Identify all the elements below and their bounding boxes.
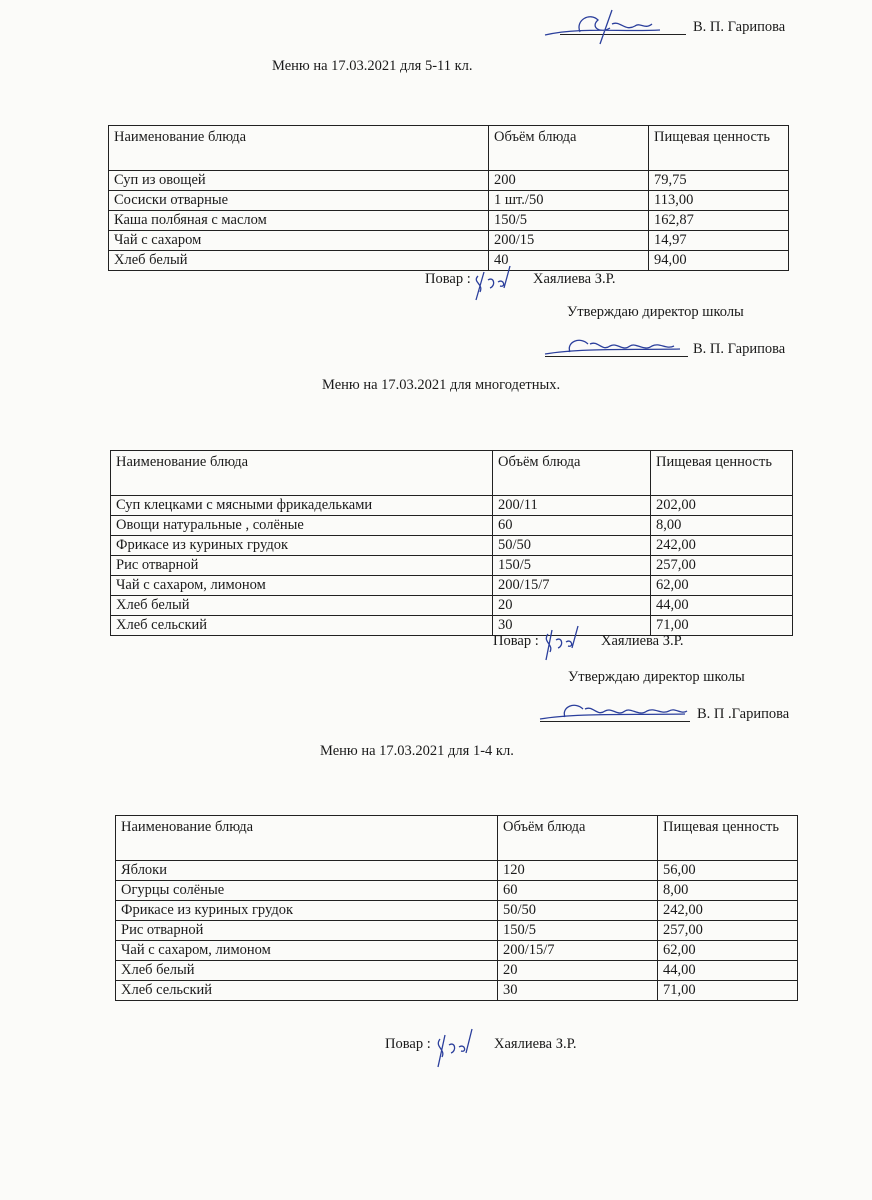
table-row — [111, 556, 793, 576]
dish-name: Хлеб сельский — [116, 981, 498, 1001]
approver-name: В. П. Гарипова — [693, 19, 786, 35]
nutrition-value: 44,00 — [658, 961, 798, 981]
approver-name: В. П. Гарипова — [693, 341, 786, 357]
nutrition-value: 62,00 — [651, 576, 793, 596]
table-row — [111, 596, 793, 616]
header-portion: Объём блюда — [493, 451, 651, 496]
cook-name: Хаялиева З.Р. — [494, 1036, 577, 1052]
dish-name: Чай с сахаром, лимоном — [111, 576, 493, 596]
nutrition-value: 8,00 — [658, 881, 798, 901]
table-row — [116, 941, 798, 961]
nutrition-value: 44,00 — [651, 596, 793, 616]
menu-title: Меню на 17.03.2021 для 1-4 кл. — [320, 743, 514, 759]
table-row — [109, 211, 789, 231]
menu-table — [108, 125, 789, 271]
portion-size: 1 шт./50 — [489, 191, 649, 211]
portion-size: 30 — [493, 616, 651, 636]
cook-signature — [432, 1025, 487, 1070]
dish-name: Хлеб сельский — [111, 616, 493, 636]
portion-size: 200/15/7 — [498, 941, 658, 961]
dish-name: Каша полбяная с маслом — [109, 211, 489, 231]
table-row — [111, 496, 793, 516]
nutrition-value: 56,00 — [658, 861, 798, 881]
cook-label: Повар : — [493, 633, 539, 649]
table-row — [111, 576, 793, 596]
dish-name: Сосиски отварные — [109, 191, 489, 211]
cook-signature — [540, 622, 590, 662]
header-portion: Объём блюда — [498, 816, 658, 861]
dish-name: Чай с сахаром, лимоном — [116, 941, 498, 961]
menu-table — [115, 815, 798, 1001]
nutrition-value: 79,75 — [649, 171, 789, 191]
table-row — [116, 881, 798, 901]
nutrition-value: 257,00 — [658, 921, 798, 941]
portion-size: 20 — [493, 596, 651, 616]
portion-size: 200/15 — [489, 231, 649, 251]
header-portion: Объём блюда — [489, 126, 649, 171]
approver-name: В. П .Гарипова — [697, 706, 790, 722]
table-row — [111, 616, 793, 636]
menu-title: Меню на 17.03.2021 для 5-11 кл. — [272, 58, 473, 74]
dish-name: Хлеб белый — [109, 251, 489, 271]
portion-size: 60 — [498, 881, 658, 901]
cook-label: Повар : — [385, 1036, 431, 1052]
portion-size: 120 — [498, 861, 658, 881]
portion-size: 150/5 — [489, 211, 649, 231]
header-nutrition: Пищевая ценность — [649, 126, 789, 171]
nutrition-value: 71,00 — [651, 616, 793, 636]
approve-text: Утверждаю директор школы — [568, 669, 745, 685]
portion-size: 200 — [489, 171, 649, 191]
table-row — [111, 536, 793, 556]
table-header — [109, 126, 789, 171]
table-row — [116, 921, 798, 941]
portion-size: 20 — [498, 961, 658, 981]
table-row — [109, 251, 789, 271]
dish-name: Хлеб белый — [111, 596, 493, 616]
dish-name: Хлеб белый — [116, 961, 498, 981]
portion-size: 60 — [493, 516, 651, 536]
header-dish: Наименование блюда — [111, 451, 493, 496]
portion-size: 50/50 — [498, 901, 658, 921]
portion-size: 200/15/7 — [493, 576, 651, 596]
dish-name: Чай с сахаром — [109, 231, 489, 251]
dish-name: Суп клецками с мясными фрикадельками — [111, 496, 493, 516]
dish-name: Яблоки — [116, 861, 498, 881]
director-signature — [535, 695, 695, 730]
nutrition-value: 8,00 — [651, 516, 793, 536]
nutrition-value: 94,00 — [649, 251, 789, 271]
portion-size: 50/50 — [493, 536, 651, 556]
header-nutrition: Пищевая ценность — [658, 816, 798, 861]
table-row — [116, 901, 798, 921]
nutrition-value: 162,87 — [649, 211, 789, 231]
nutrition-value: 202,00 — [651, 496, 793, 516]
nutrition-value: 257,00 — [651, 556, 793, 576]
cook-signature — [470, 262, 530, 302]
menu-title: Меню на 17.03.2021 для многодетных. — [322, 377, 561, 393]
portion-size: 200/11 — [493, 496, 651, 516]
cook-name: Хаялиева З.Р. — [601, 633, 684, 649]
table-row — [111, 516, 793, 536]
director-signature — [540, 330, 690, 365]
dish-name: Фрикасе из куриных грудок — [116, 901, 498, 921]
portion-size: 30 — [498, 981, 658, 1001]
table-row — [109, 231, 789, 251]
dish-name: Рис отварной — [111, 556, 493, 576]
portion-size: 150/5 — [498, 921, 658, 941]
nutrition-value: 242,00 — [658, 901, 798, 921]
nutrition-value: 62,00 — [658, 941, 798, 961]
cook-name: Хаялиева З.Р. — [533, 271, 616, 287]
dish-name: Фрикасе из куриных грудок — [111, 536, 493, 556]
menu-table — [110, 450, 793, 636]
portion-size: 150/5 — [493, 556, 651, 576]
nutrition-value: 14,97 — [649, 231, 789, 251]
table-header — [116, 816, 798, 861]
table-row — [109, 171, 789, 191]
header-dish: Наименование блюда — [109, 126, 489, 171]
nutrition-value: 242,00 — [651, 536, 793, 556]
table-row — [109, 191, 789, 211]
dish-name: Овощи натуральные , солёные — [111, 516, 493, 536]
dish-name: Рис отварной — [116, 921, 498, 941]
header-nutrition: Пищевая ценность — [651, 451, 793, 496]
portion-size: 40 — [489, 251, 649, 271]
nutrition-value: 71,00 — [658, 981, 798, 1001]
table-row — [116, 981, 798, 1001]
table-row — [116, 861, 798, 881]
approve-text: Утверждаю директор школы — [567, 304, 744, 320]
director-signature — [540, 2, 690, 47]
header-dish: Наименование блюда — [116, 816, 498, 861]
dish-name: Огурцы солёные — [116, 881, 498, 901]
cook-label: Повар : — [425, 271, 471, 287]
nutrition-value: 113,00 — [649, 191, 789, 211]
table-header — [111, 451, 793, 496]
table-row — [116, 961, 798, 981]
dish-name: Суп из овощей — [109, 171, 489, 191]
